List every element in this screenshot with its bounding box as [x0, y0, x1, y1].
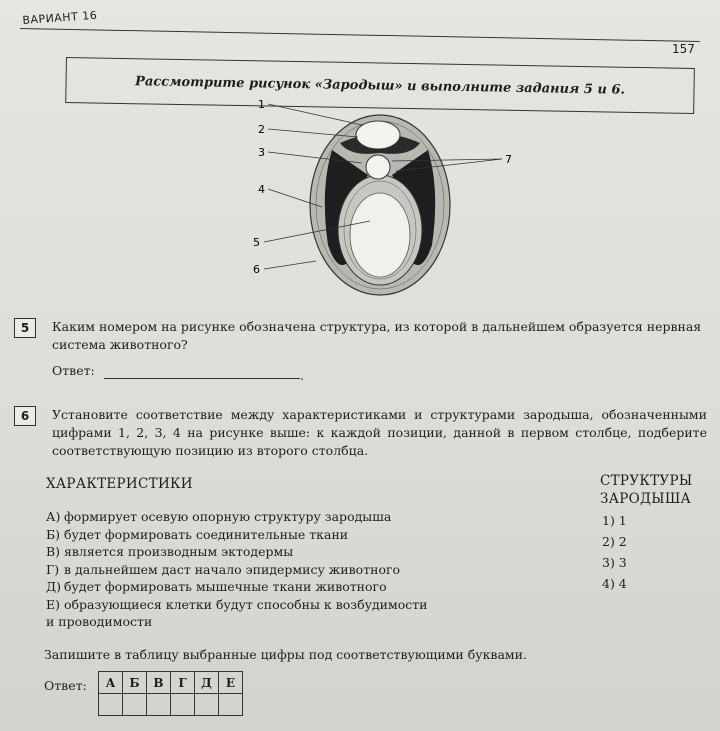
question-6-text: Установите соответствие между характеристиками и структурами зародыша, обозначенными цифрами 1, 2, 3, 4 на рисунке выше: к каждой позиции, данной в первом столбце, подберите соответствующую позицию из второго столбца.: [52, 407, 707, 458]
answer-cell[interactable]: [147, 694, 171, 716]
item-text: в дальнейшем даст начало эпидермису животного: [64, 561, 401, 577]
answer-cell[interactable]: [99, 694, 123, 716]
label-4: 4: [258, 183, 265, 196]
list-item: [46, 561, 428, 579]
item-text: формирует осевую опорную структуру зародыша: [64, 509, 392, 524]
list-item: [46, 596, 428, 614]
label-2: 2: [258, 123, 265, 136]
table-header-cell: В: [147, 672, 171, 694]
table-header-cell: Д: [195, 672, 219, 694]
item-letter: Г): [46, 561, 60, 577]
answer-cell[interactable]: [171, 694, 195, 716]
question-5-answer-dot: .: [300, 368, 304, 383]
item-letter: А): [46, 509, 61, 524]
notochord: [366, 155, 390, 179]
structures-list: [602, 510, 627, 594]
gut-cavity: [350, 193, 410, 277]
label-7: 7: [505, 153, 512, 166]
item-text: будет формировать мышечные ткани животного: [64, 579, 387, 594]
item-letter: Б): [46, 526, 61, 542]
question-5-text: Каким номером на рисунке обозначена структура, из которой в дальнейшем образуется нервная система животного?: [52, 319, 702, 352]
header-divider: [20, 28, 700, 42]
list-item: 1) 1: [602, 513, 627, 528]
structures-header-line1: СТРУКТУРЫ: [600, 473, 693, 489]
variant-label: ВАРИАНТ 16: [22, 8, 98, 27]
list-item: [46, 543, 428, 561]
question-5-answer-field[interactable]: [104, 378, 300, 379]
table-header-cell: Г: [171, 672, 195, 694]
table-header-cell: Е: [219, 672, 243, 694]
label-5: 5: [253, 236, 260, 249]
label-3: 3: [258, 146, 265, 159]
question-5-answer-label: Ответ:: [52, 363, 95, 378]
write-instruction: Запишите в таблицу выбранные цифры под соответствующими буквами.: [44, 647, 527, 662]
table-header-cell: Б: [123, 672, 147, 694]
answer-cell[interactable]: [195, 694, 219, 716]
table-answer-row: [99, 694, 243, 716]
characteristics-header: ХАРАКТЕРИСТИКИ: [46, 476, 193, 492]
page-number: 157: [672, 42, 695, 56]
item-text: является производным эктодермы: [64, 544, 294, 559]
answer-cell[interactable]: [219, 694, 243, 716]
list-item: 4) 4: [602, 576, 627, 591]
list-item: 3) 3: [602, 555, 627, 570]
structures-header-line2: ЗАРОДЫША: [600, 491, 692, 507]
item-text: образующиеся клетки будут способны к возбудимости: [64, 596, 428, 612]
list-item: [46, 508, 428, 526]
item-continuation: и проводимости: [46, 614, 153, 629]
question-5-number: 5: [14, 318, 36, 338]
item-text: будет формировать соединительные ткани: [64, 526, 349, 542]
question-6-number: 6: [14, 406, 36, 426]
label-1: 1: [258, 98, 265, 111]
list-item: [46, 578, 428, 596]
structures-header: [600, 472, 692, 508]
table-header-row: [99, 672, 243, 694]
characteristics-list: [46, 508, 428, 631]
answer-cell[interactable]: [123, 694, 147, 716]
table-header-cell: А: [99, 672, 123, 694]
answer-table: [98, 671, 243, 716]
instruction-text: Рассмотрите рисунок «Зародыш» и выполните задания 5 и 6.: [134, 73, 626, 98]
item-letter: Д): [46, 579, 62, 594]
list-item: 2) 2: [602, 534, 627, 549]
item-letter: В): [46, 544, 61, 559]
neural-tube: [356, 121, 400, 149]
item-letter: Е): [46, 596, 61, 612]
question-6-answer-label: Ответ:: [44, 678, 87, 693]
label-6: 6: [253, 263, 260, 276]
embryo-figure: [250, 95, 520, 305]
list-item: [46, 526, 428, 544]
